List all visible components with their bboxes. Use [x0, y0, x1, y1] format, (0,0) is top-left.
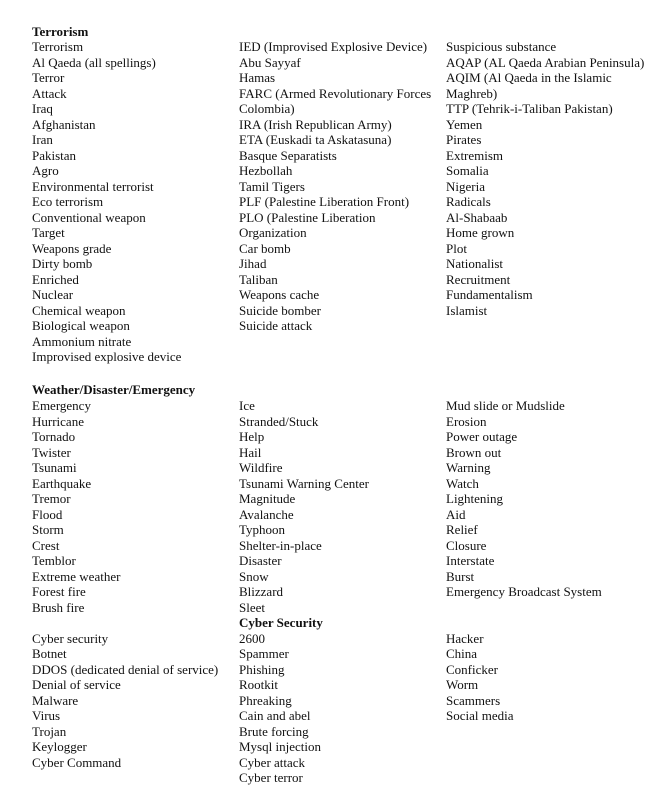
keyword-item: Tsunami — [32, 460, 77, 475]
keyword-item: Iran — [32, 132, 53, 147]
keyword-item: Denial of service — [32, 677, 121, 692]
keyword-item: Agro — [32, 163, 59, 178]
keyword-item: Emergency Broadcast System — [446, 584, 602, 599]
keyword-item: AQAP (AL Qaeda Arabian Peninsula) — [446, 54, 645, 70]
keyword-item: Blizzard — [239, 584, 284, 599]
keyword-item: Car bomb — [239, 240, 291, 256]
keyword-item: Scammers — [446, 692, 501, 708]
keyword-item: Abu Sayyaf — [239, 54, 301, 70]
keyword-item: Relief — [446, 522, 478, 537]
keyword-item: Malware — [32, 692, 79, 708]
keyword-item: Hezbollah — [239, 163, 293, 178]
keyword-item: Nationalist — [446, 256, 504, 271]
keyword-item: Nuclear — [32, 287, 74, 302]
keyword-item: Suspicious substance — [446, 39, 557, 54]
keyword-item: Brush fire — [32, 599, 85, 615]
keyword-item: Chemical weapon — [32, 302, 126, 318]
keyword-item: Mud slide or Mudslide — [446, 398, 565, 413]
keyword-item: Stranded/Stuck — [239, 413, 319, 429]
keyword-item: Home grown — [446, 225, 515, 240]
keyword-item: Terrorism — [32, 39, 84, 54]
keyword-item: Attack — [32, 85, 67, 101]
keyword-item: Dirty bomb — [32, 256, 93, 271]
keyword-item: Closure — [446, 537, 487, 553]
keyword-item: Spammer — [239, 646, 289, 661]
keyword-item — [446, 600, 646, 616]
terrorism-column-2 — [239, 39, 439, 334]
keyword-item: Warning — [446, 460, 491, 475]
keyword-item: Brute forcing — [239, 723, 309, 739]
keyword-item: Suicide bomber — [239, 302, 321, 318]
keyword-item: Weapons grade — [32, 240, 112, 256]
keyword-item: Twister — [32, 444, 71, 460]
weather-column-2 — [239, 398, 439, 786]
keyword-item: Rootkit — [239, 677, 279, 692]
keyword-item: Phreaking — [239, 692, 292, 708]
keyword-item: Weapons cache — [239, 287, 320, 302]
keyword-item: Watch — [446, 475, 479, 491]
keyword-item: Hacker — [446, 630, 484, 646]
keyword-item: Typhoon — [239, 522, 286, 537]
keyword-item: Erosion — [446, 413, 487, 429]
keyword-item: Interstate — [446, 553, 495, 568]
keyword-item: Virus — [32, 708, 61, 723]
keyword-item: Al Qaeda (all spellings) — [32, 54, 156, 70]
keyword-item: PLF (Palestine Liberation Front) — [239, 194, 410, 209]
keyword-item: PLO (Palestine Liberation Organization — [239, 209, 376, 240]
section-heading-terrorism: Terrorism — [32, 24, 89, 39]
keyword-item: Extreme weather — [32, 568, 121, 584]
keyword-item: TTP (Tehrik-i-Taliban Pakistan) — [446, 101, 613, 116]
keyword-item: Emergency — [32, 398, 91, 413]
keyword-item: Recruitment — [446, 271, 511, 287]
keyword-item: Trojan — [32, 723, 67, 739]
keyword-item — [446, 615, 646, 631]
keyword-item: Al-Shabaab — [446, 209, 508, 225]
keyword-item: Extremism — [446, 147, 504, 163]
keyword-item: Yemen — [446, 116, 483, 132]
keyword-item: Cyber terror — [239, 770, 303, 785]
keyword-item: 2600 — [239, 630, 265, 646]
keyword-item: Shelter-in-place — [239, 537, 322, 553]
keyword-item: DDOS (dedicated denial of service) — [32, 661, 219, 677]
keyword-item: AQIM (Al Qaeda in the Islamic Maghreb) — [446, 70, 612, 101]
keyword-item: IRA (Irish Republican Army) — [239, 116, 392, 132]
keyword-item: Ammonium nitrate — [32, 333, 132, 349]
keyword-item: Enriched — [32, 271, 79, 287]
keyword-item: Plot — [446, 240, 467, 256]
keyword-item: Environmental terrorist — [32, 178, 154, 194]
keyword-item: Botnet — [32, 646, 67, 661]
keyword-item: Improvised explosive device — [32, 349, 182, 364]
keyword-item: Avalanche — [239, 506, 294, 522]
keyword-item — [32, 615, 232, 631]
keyword-item: Biological weapon — [32, 318, 130, 333]
section-heading-weather-disaster-emergency: Weather/Disaster/Emergency — [32, 382, 196, 397]
keyword-item: Mysql injection — [239, 739, 321, 754]
keyword-item: Hail — [239, 444, 262, 460]
keyword-item: Crest — [32, 537, 60, 553]
keyword-item: Earthquake — [32, 475, 92, 491]
keyword-item: Hamas — [239, 70, 276, 85]
terrorism-column-1 — [32, 39, 232, 365]
keyword-item: Burst — [446, 568, 475, 584]
keyword-item: Temblor — [32, 553, 76, 568]
keyword-item: ETA (Euskadi ta Askatasuna) — [239, 132, 392, 147]
keyword-item: Tsunami Warning Center — [239, 475, 369, 491]
keyword-item: Brown out — [446, 444, 502, 460]
keyword-item: Cyber attack — [239, 754, 306, 770]
keyword-item: Fundamentalism — [446, 287, 533, 302]
keyword-item: China — [446, 646, 478, 661]
keyword-item: Ice — [239, 398, 255, 413]
keyword-item: Conficker — [446, 661, 498, 677]
keyword-item: Wildfire — [239, 460, 283, 475]
keyword-item: FARC (Armed Revolutionary Forces Colombia) — [239, 85, 432, 116]
weather-column-3 — [446, 398, 646, 724]
keyword-item: Disaster — [239, 553, 282, 568]
keyword-item: Pirates — [446, 132, 482, 147]
keyword-item: Help — [239, 429, 265, 444]
keyword-item: Lightening — [446, 491, 504, 506]
keyword-item: Pakistan — [32, 147, 77, 163]
keyword-item: Tamil Tigers — [239, 178, 305, 194]
keyword-item: Nigeria — [446, 178, 485, 194]
keyword-item: Sleet — [239, 599, 265, 615]
keyword-item: Flood — [32, 506, 63, 522]
keyword-item: IED (Improvised Explosive Device) — [239, 39, 428, 54]
keyword-item: Taliban — [239, 271, 278, 287]
keyword-item: Tornado — [32, 429, 76, 444]
keyword-item: Iraq — [32, 101, 53, 116]
keyword-item: Tremor — [32, 491, 71, 506]
subsection-heading: Cyber Security — [239, 615, 323, 630]
keyword-item: Social media — [446, 708, 514, 723]
keyword-item: Cain and abel — [239, 708, 311, 723]
keyword-item: Storm — [32, 522, 64, 537]
keyword-item: Power outage — [446, 429, 518, 444]
weather-column-1 — [32, 398, 232, 770]
keyword-item: Aid — [446, 506, 466, 522]
keyword-item: Radicals — [446, 194, 491, 209]
keyword-item: Cyber Command — [32, 754, 122, 770]
keyword-item: Hurricane — [32, 413, 84, 429]
keyword-item: Terror — [32, 70, 65, 85]
keyword-item: Jihad — [239, 256, 267, 271]
keyword-item: Snow — [239, 568, 269, 584]
keyword-item: Target — [32, 225, 65, 240]
keyword-item: Cyber security — [32, 630, 109, 646]
keyword-item: Islamist — [446, 302, 488, 318]
keyword-item: Eco terrorism — [32, 194, 104, 209]
keyword-item: Worm — [446, 677, 479, 692]
keyword-item: Keylogger — [32, 739, 87, 754]
keyword-item: Basque Separatists — [239, 147, 337, 163]
keyword-item: Forest fire — [32, 584, 86, 599]
keyword-item: Conventional weapon — [32, 209, 146, 225]
terrorism-column-3 — [446, 39, 646, 318]
keyword-item: Suicide attack — [239, 318, 313, 333]
keyword-item: Magnitude — [239, 491, 296, 506]
keyword-item: Phishing — [239, 661, 285, 677]
keyword-item: Somalia — [446, 163, 489, 178]
keyword-item: Afghanistan — [32, 116, 96, 132]
